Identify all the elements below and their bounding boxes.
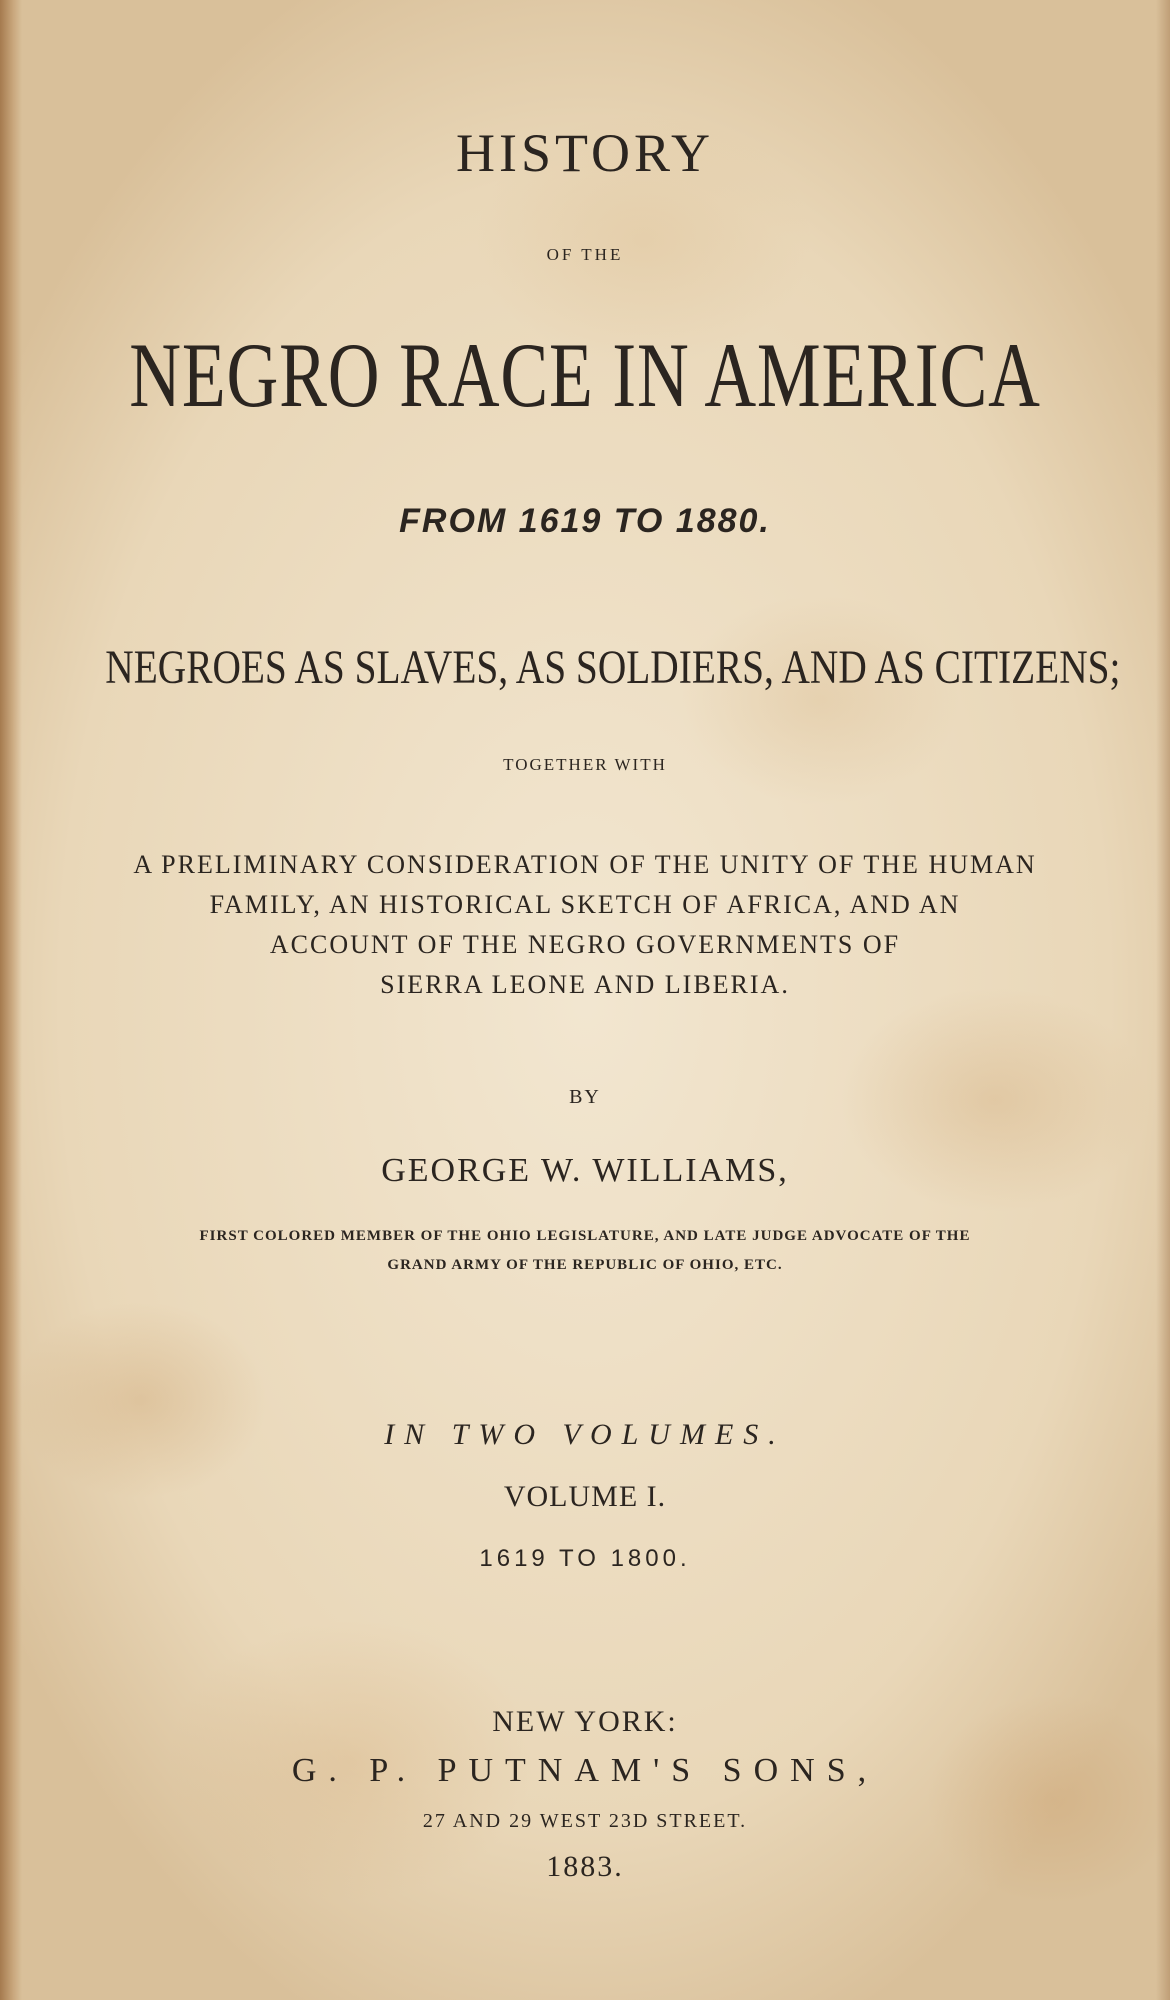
- credentials-line: GRAND ARMY OF THE REPUBLIC OF OHIO, ETC.: [387, 1257, 783, 1273]
- volumes-note: IN TWO VOLUMES.: [384, 1418, 786, 1451]
- by-label: BY: [569, 1086, 601, 1108]
- main-title: NEGRO RACE IN AMERICA: [129, 324, 1041, 426]
- date-span: FROM 1619 TO 1880.: [399, 502, 771, 540]
- publication-city: NEW YORK:: [492, 1705, 678, 1738]
- title-of-the: OF THE: [546, 245, 624, 264]
- author-credentials: [0, 1222, 1170, 1280]
- together-with: TOGETHER WITH: [503, 755, 667, 774]
- publisher-address: 27 AND 29 WEST 23D STREET.: [422, 1810, 748, 1832]
- publication-year: 1883.: [546, 1850, 624, 1883]
- description-line: SIERRA LEONE AND LIBERIA.: [380, 970, 790, 999]
- description-line: A PRELIMINARY CONSIDERATION OF THE UNITY OF THE HUMAN: [133, 850, 1037, 879]
- credentials-line: FIRST COLORED MEMBER OF THE OHIO LEGISLATURE, AND LATE JUDGE ADVOCATE OF THE: [199, 1228, 971, 1244]
- subtitle: NEGROES AS SLAVES, AS SOLDIERS, AND AS CITIZENS;: [105, 641, 1121, 694]
- description-line: FAMILY, AN HISTORICAL SKETCH OF AFRICA, AND AN: [209, 890, 961, 919]
- description-line: ACCOUNT OF THE NEGRO GOVERNMENTS OF: [269, 930, 901, 959]
- description-block: [0, 845, 1170, 1005]
- title-history: HISTORY: [455, 123, 715, 183]
- volume-range: 1619 TO 1800.: [479, 1545, 691, 1572]
- volume-number: VOLUME I.: [503, 1480, 667, 1513]
- author-name: GEORGE W. WILLIAMS,: [381, 1152, 789, 1189]
- publisher-name: G. P. PUTNAM'S SONS,: [291, 1752, 879, 1789]
